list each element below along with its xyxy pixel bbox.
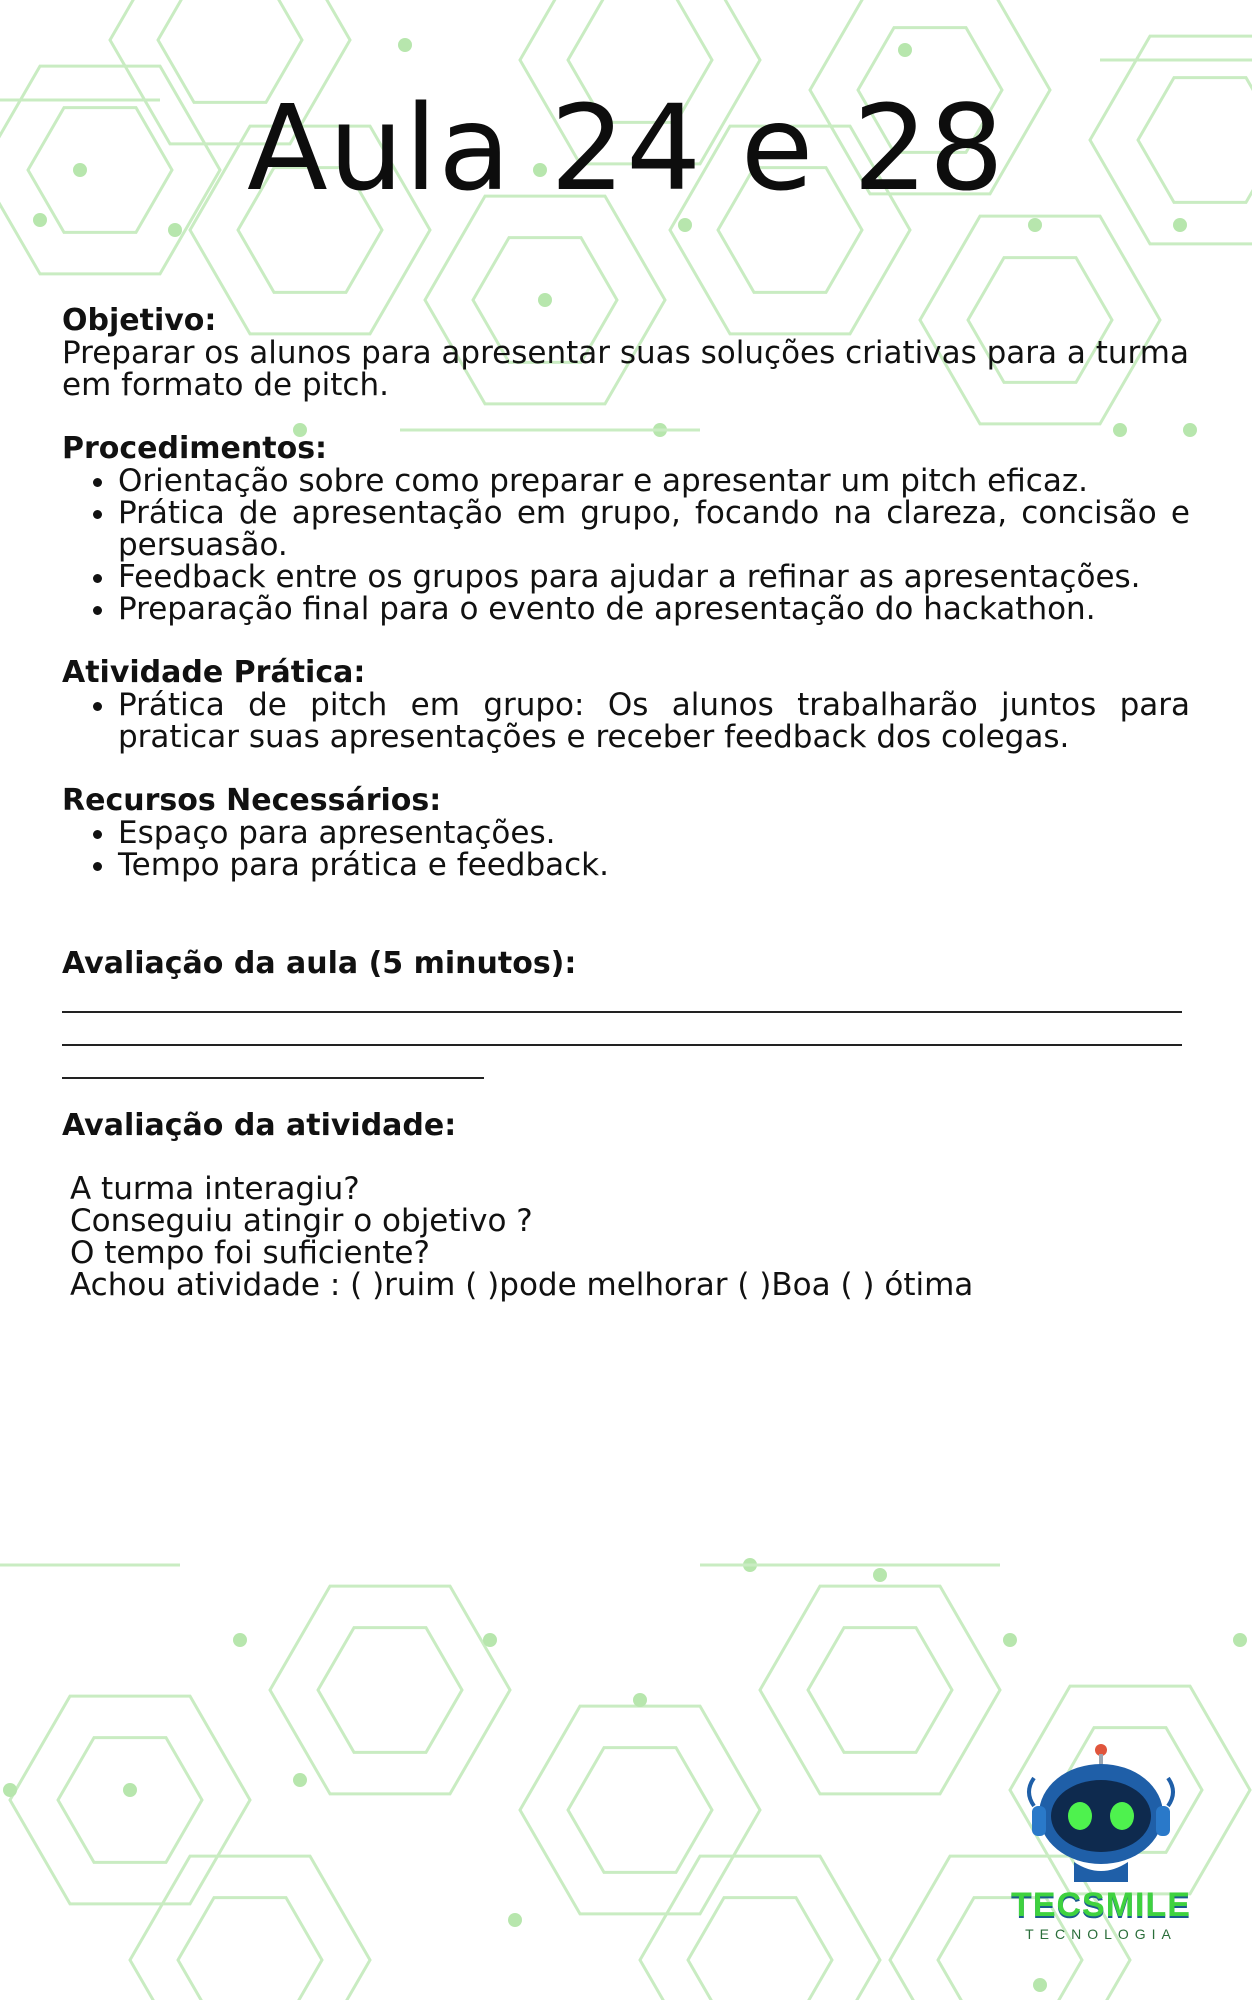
list-item: • Prática de apresentação em grupo, focando na clareza, concisão e persuasão. (118, 497, 1190, 561)
logo-title: TECSMILE (1011, 1886, 1191, 1924)
answer-line[interactable] (62, 1044, 1182, 1046)
recursos-list (62, 817, 1190, 881)
question-item: O tempo foi suficiente? (70, 1235, 430, 1271)
page-title: Aula 24 e 28 (246, 79, 1006, 217)
atividade-section (62, 657, 1190, 753)
question-list (62, 1173, 1190, 1301)
question-item: A turma interagiu? (70, 1171, 360, 1207)
procedimentos-section (62, 433, 1190, 625)
lesson-content (62, 305, 1190, 881)
list-item: • Espaço para apresentações. (118, 817, 1190, 849)
recursos-section (62, 785, 1190, 881)
objetivo-section (62, 305, 1190, 401)
answer-line[interactable] (62, 1011, 1182, 1013)
list-item: • Preparação final para o evento de apresentação do hackathon. (118, 593, 1190, 625)
tecsmile-logo (994, 1736, 1208, 1950)
list-item: • Feedback entre os grupos para ajudar a refinar as apresentações. (118, 561, 1190, 593)
recursos-heading: Recursos Necessários: (62, 783, 442, 818)
list-item: • Tempo para prática e feedback. (118, 849, 1190, 881)
objetivo-text: Preparar os alunos para apresentar suas soluções criativas para a turma em formato de pitch. (62, 335, 1189, 403)
atividade-heading: Atividade Prática: (62, 655, 366, 690)
list-item: • Orientação sobre como preparar e apresentar um pitch eficaz. (118, 465, 1190, 497)
logo-subtitle: TECNOLOGIA (1025, 1926, 1177, 1942)
objetivo-heading: Objetivo: (62, 303, 217, 338)
list-item: • Prática de pitch em grupo: Os alunos trabalharão juntos para praticar suas apresentações e receber feedback dos colegas. (118, 689, 1190, 753)
avaliacao-atividade-heading: Avaliação da atividade: (62, 1108, 457, 1143)
question-item: Conseguiu atingir o objetivo ? (70, 1203, 533, 1239)
avaliacao-aula-section (62, 948, 1190, 1079)
avaliacao-atividade-section (62, 1110, 1190, 1301)
question-item: Achou atividade : ( )ruim ( )pode melhorar ( )Boa ( ) ótima (70, 1267, 974, 1303)
answer-line[interactable] (62, 1077, 484, 1079)
procedimentos-heading: Procedimentos: (62, 431, 328, 466)
atividade-list (62, 689, 1190, 753)
procedimentos-list (62, 465, 1190, 625)
robot-icon (994, 1736, 1208, 1886)
avaliacao-aula-heading: Avaliação da aula (5 minutos): (62, 946, 577, 981)
